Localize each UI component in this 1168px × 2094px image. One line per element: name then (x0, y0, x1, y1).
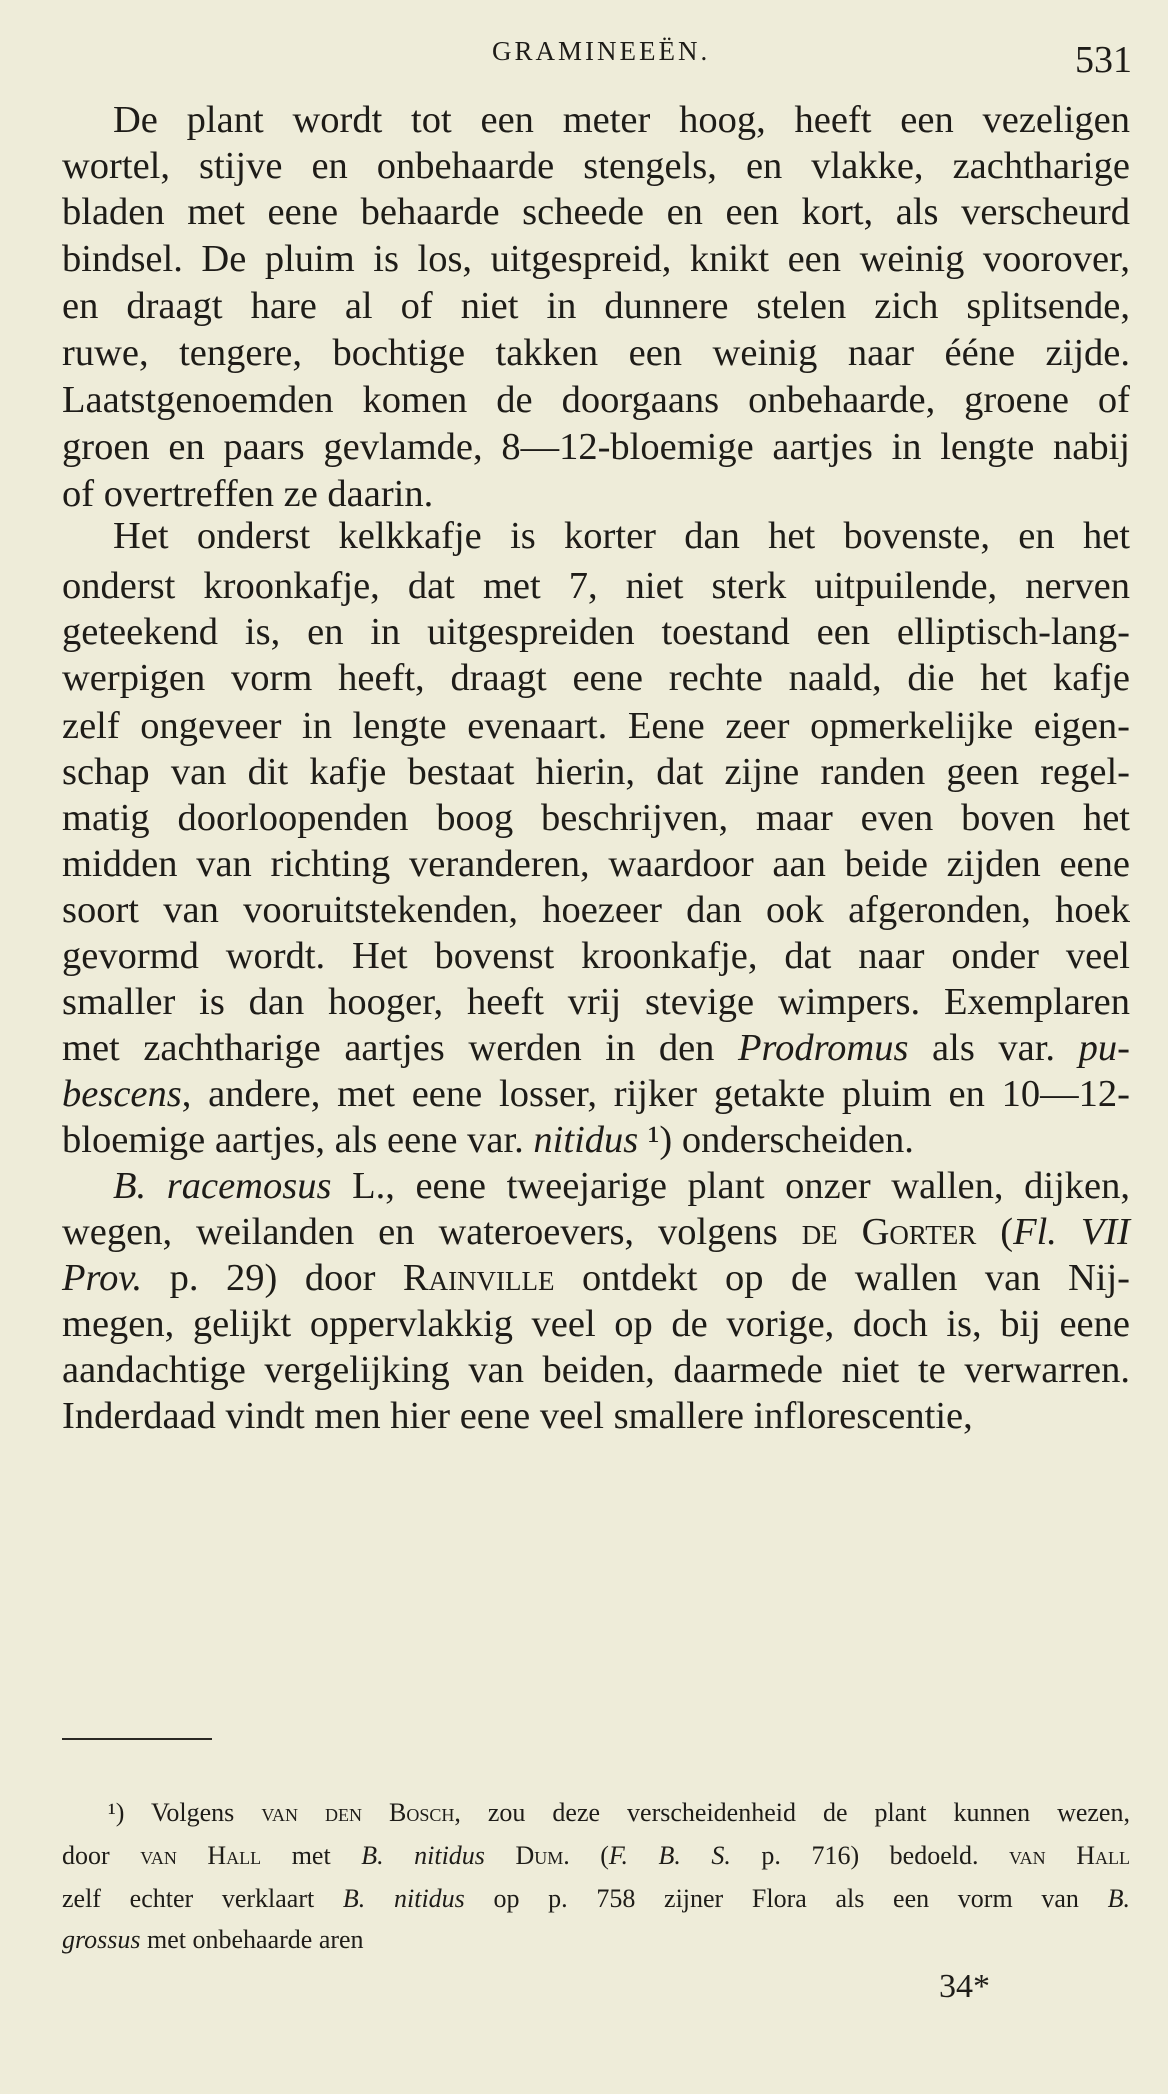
text-line: bindsel. De pluim is los, uitgespreid, knikt een weinig voorover, (62, 238, 1130, 280)
text-line: of overtreffen ze daarin. (62, 473, 434, 515)
text-line: matig doorloopenden boog beschrijven, maar even boven het (62, 797, 1130, 839)
text-line: soort van vooruitstekenden, hoezeer dan ook afgeronden, hoek (62, 889, 1130, 931)
text-line: wortel, stijve en onbehaarde stengels, en vlakke, zachtharige (62, 145, 1130, 187)
text-line: Het onderst kelkkafje is korter dan het bovenste, en het (113, 515, 1130, 557)
footnote-line: grossus met onbehaarde aren (62, 1925, 364, 1954)
text-line: bloemige aartjes, als eene var. nitidus ¹) onderscheiden. (62, 1119, 914, 1161)
signature-mark: 34* (939, 1968, 990, 2005)
text-line: De plant wordt tot een meter hoog, heeft een vezeligen (113, 99, 1130, 141)
text-line: bladen met eene behaarde scheede en een kort, als verscheurd (62, 191, 1130, 233)
text-line: megen, gelijkt oppervlakkig veel op de vorige, doch is, bij eene (62, 1303, 1130, 1345)
text-line: onderst kroonkafje, dat met 7, niet sterk uitpuilende, nerven (62, 565, 1130, 607)
page-number: 531 (1075, 39, 1132, 81)
running-head: GRAMINEEËN. (492, 36, 711, 66)
text-line: ruwe, tengere, bochtige takken een weinig naar ééne zijde. (62, 332, 1130, 374)
footnote-line: ¹) Volgens van den Bosch, zou deze verscheidenheid de plant kunnen wezen, (108, 1798, 1130, 1827)
text-line: smaller is dan hooger, heeft vrij stevige wimpers. Exemplaren (62, 981, 1130, 1023)
text-line: wegen, weilanden en wateroevers, volgens de Gorter (Fl. VII (62, 1211, 1130, 1253)
text-line: groen en paars gevlamde, 8—12-bloemige aartjes in lengte nabij (62, 426, 1130, 468)
text-line: aandachtige vergelijking van beiden, daarmede niet te verwarren. (62, 1349, 1130, 1391)
text-line: zelf ongeveer in lengte evenaart. Eene zeer opmerkelijke eigen- (62, 705, 1130, 747)
text-line: Prov. p. 29) door Rainville ontdekt op de wallen van Nij- (62, 1257, 1130, 1299)
footnote-line: zelf echter verklaart B. nitidus op p. 758 zijner Flora als een vorm van B. (62, 1884, 1130, 1913)
text-line: en draagt hare al of niet in dunnere stelen zich splitsende, (62, 285, 1130, 327)
text-line: gevormd wordt. Het bovenst kroonkafje, dat naar onder veel (62, 935, 1130, 977)
text-line: B. racemosus L., eene tweejarige plant onzer wallen, dijken, (113, 1165, 1130, 1207)
text-line: midden van richting veranderen, waardoor aan beide zijden eene (62, 843, 1130, 885)
footnote-rule (62, 1738, 212, 1740)
text-line: schap van dit kafje bestaat hierin, dat zijne randen geen regel- (62, 751, 1130, 793)
text-line: bescens, andere, met eene losser, rijker getakte pluim en 10—12- (62, 1073, 1130, 1115)
text-line: Laatstgenoemden komen de doorgaans onbehaarde, groene of (62, 379, 1130, 421)
text-line: geteekend is, en in uitgespreiden toestand een elliptisch-lang- (62, 611, 1130, 653)
text-line: werpigen vorm heeft, draagt eene rechte naald, die het kafje (62, 657, 1130, 699)
text-line: met zachtharige aartjes werden in den Prodromus als var. pu- (62, 1027, 1130, 1069)
text-line: Inderdaad vindt men hier eene veel smallere inflorescentie, (62, 1395, 973, 1437)
footnote-line: door van Hall met B. nitidus Dum. (F. B. S. p. 716) bedoeld. van Hall (62, 1841, 1130, 1870)
